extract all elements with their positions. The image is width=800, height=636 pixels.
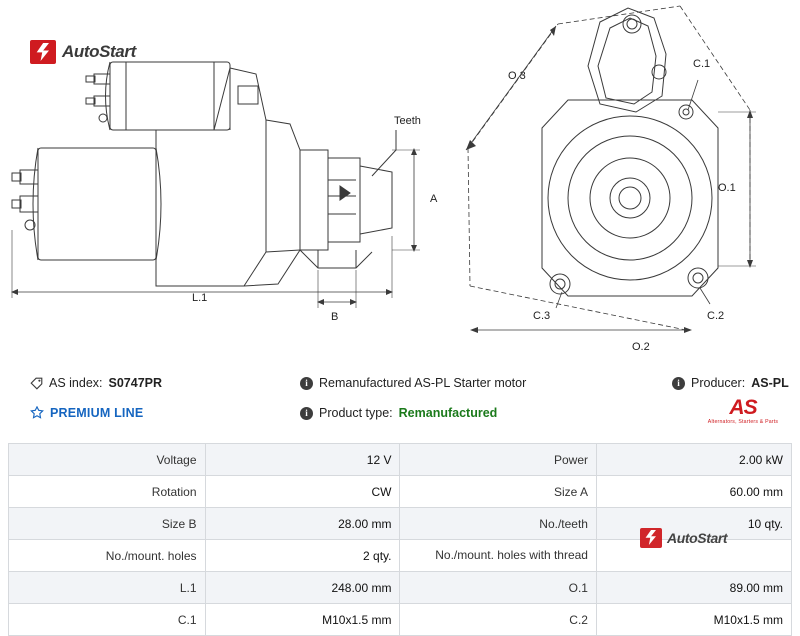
premium-line-label: PREMIUM LINE (50, 406, 144, 420)
as-index-label: AS index: (49, 376, 103, 390)
premium-line-row (30, 406, 143, 420)
starter-front-view-drawing (450, 0, 800, 366)
spec-label: No./mount. holes (9, 540, 206, 572)
as-index-value: S0747PR (108, 376, 163, 390)
spec-label: O.1 (400, 572, 597, 604)
table-row (9, 572, 792, 604)
producer-row (672, 376, 789, 390)
spec-value: CW (205, 476, 400, 508)
spec-label: Rotation (9, 476, 206, 508)
table-row (9, 444, 792, 476)
spec-value: M10x1.5 mm (205, 604, 400, 636)
spec-label: C.1 (9, 604, 206, 636)
as-pl-logo-subtitle: Alternators, Starters & Parts (707, 419, 779, 425)
label-o1: O.1 (718, 182, 736, 194)
product-info-strip (0, 366, 800, 434)
spec-value: 12 V (205, 444, 400, 476)
as-index-row (30, 376, 162, 390)
product-type-value: Remanufactured (398, 406, 498, 420)
label-c2: C.2 (707, 310, 725, 322)
spec-label: Size A (400, 476, 597, 508)
label-c3: C.3 (533, 310, 551, 322)
front-view-svg (450, 0, 800, 366)
table-row (9, 508, 792, 540)
table-row (9, 476, 792, 508)
spec-value: 89.00 mm (596, 572, 791, 604)
spec-label: No./teeth (400, 508, 597, 540)
spec-value: 10 qty. (596, 508, 791, 540)
spec-label: Power (400, 444, 597, 476)
label-a: A (430, 193, 438, 205)
premium-badge-icon (30, 406, 44, 420)
specifications-table (8, 443, 792, 636)
label-b: B (331, 311, 339, 323)
info-icon: i (672, 377, 685, 390)
tag-icon (30, 377, 43, 390)
table-row (9, 604, 792, 636)
spec-value: M10x1.5 mm (596, 604, 791, 636)
spec-label: C.2 (400, 604, 597, 636)
as-pl-logo-mark: AS (729, 396, 757, 419)
autostart-logo-icon (30, 40, 56, 64)
label-o3: O.3 (508, 70, 526, 82)
producer-value: AS-PL (751, 376, 789, 390)
description-row (300, 376, 526, 390)
label-o2: O.2 (632, 341, 650, 353)
spec-label: No./mount. holes with thread (400, 540, 597, 572)
spec-label: Voltage (9, 444, 206, 476)
as-pl-logo (696, 398, 790, 425)
product-description: Remanufactured AS-PL Starter motor (319, 376, 527, 390)
spec-value: 2 qty. (205, 540, 400, 572)
spec-value: 60.00 mm (596, 476, 791, 508)
starter-side-view-drawing (0, 0, 450, 366)
label-c1: C.1 (693, 58, 711, 70)
autostart-logo-text: AutoStart (62, 42, 136, 61)
label-l1: L.1 (192, 292, 208, 304)
spec-value: 28.00 mm (205, 508, 400, 540)
info-icon: i (300, 377, 313, 390)
spec-value (596, 540, 791, 572)
autostart-logo-text: AutoStart (667, 530, 728, 546)
spec-value: 2.00 kW (596, 444, 791, 476)
table-row (9, 540, 792, 572)
autostart-logo-overlay (30, 40, 136, 64)
spec-label: L.1 (9, 572, 206, 604)
producer-label: Producer: (691, 376, 746, 390)
product-type-label: Product type: (319, 406, 393, 420)
product-type-row (300, 406, 497, 420)
label-teeth: Teeth (394, 115, 421, 127)
info-icon: i (300, 407, 313, 420)
spec-value: 248.00 mm (205, 572, 400, 604)
spec-label: Size B (9, 508, 206, 540)
